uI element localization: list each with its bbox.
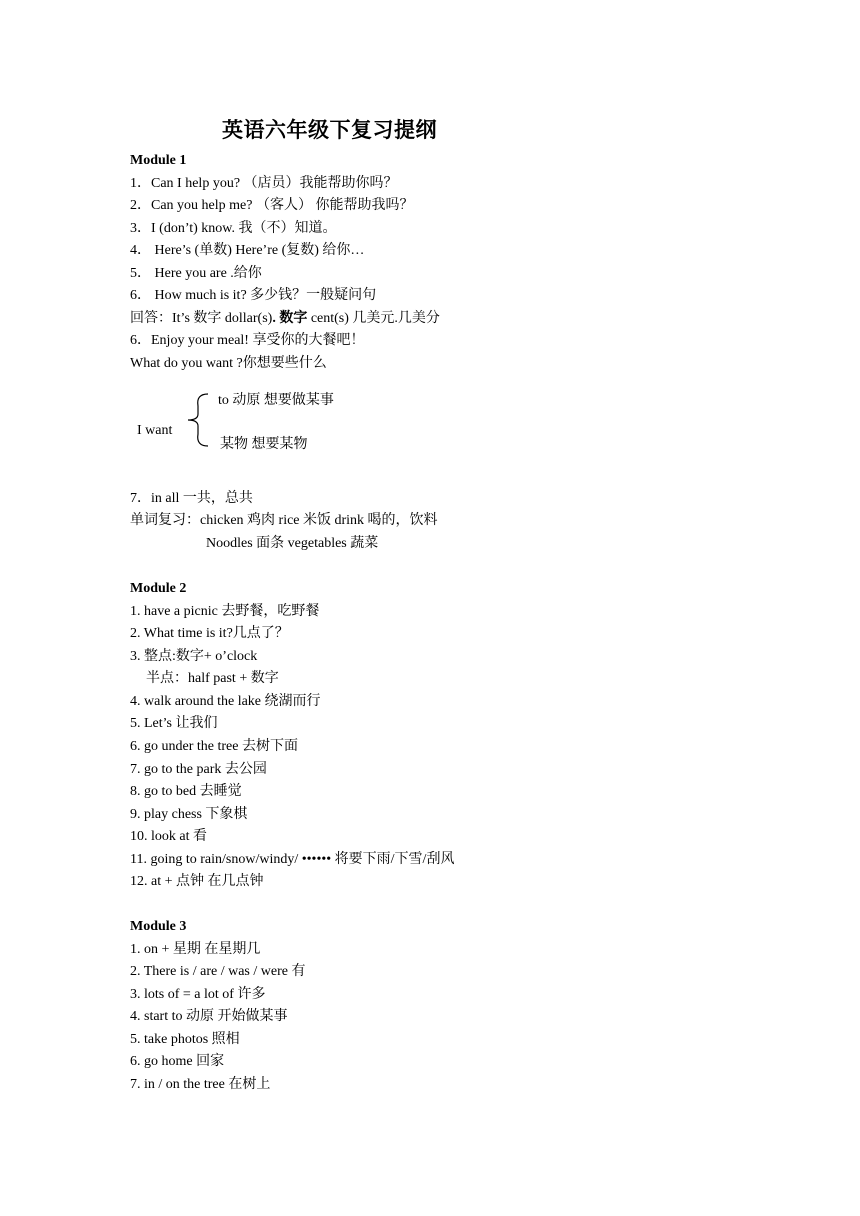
answer-part-1: 回答：It’s 数字 dollar(s) — [130, 311, 273, 326]
want-option-verb: to 动原 想要做某事 — [218, 393, 334, 408]
m1-vocab-2: Noodles 面条 vegetables 蔬菜 — [206, 536, 379, 551]
m3-item: 4. start to 动原 开始做某事 — [130, 1009, 288, 1024]
module-3-heading: Module 3 — [130, 919, 187, 934]
m3-item: 3. lots of = a lot of 许多 — [130, 987, 266, 1002]
answer-part-bold: . 数字 — [272, 311, 308, 326]
m2-item: 7. go to the park 去公园 — [130, 762, 267, 777]
m2-item: 4. walk around the lake 绕湖而行 — [130, 694, 321, 709]
m3-item: 6. go home 回家 — [130, 1054, 225, 1069]
m2-item: 2. What time is it?几点了？ — [130, 626, 289, 641]
m3-item: 7. in / on the tree 在树上 — [130, 1077, 271, 1092]
m1-line-5: 5． Here you are .给你 — [130, 266, 262, 281]
m1-line-9: 7．in all 一共，总共 — [130, 491, 253, 506]
m2-item: 3. 整点:数字+ o’clock — [130, 649, 258, 664]
m2-item: 半点：half past + 数字 — [146, 671, 279, 686]
m2-item: 9. play chess 下象棋 — [130, 807, 248, 822]
m3-item: 1. on + 星期 在星期几 — [130, 942, 261, 957]
m2-item: 11. going to rain/snow/windy/ •••••• 将要下雨/下雪/刮风 — [130, 852, 455, 867]
m1-vocab-1: 单词复习：chicken 鸡肉 rice 米饭 drink 喝的，饮料 — [130, 513, 438, 528]
m1-line-7: 6．Enjoy your meal! 享受你的大餐吧！ — [130, 333, 365, 348]
m1-line-8: What do you want ?你想要些什么 — [130, 356, 327, 371]
module-2-heading: Module 2 — [130, 581, 187, 596]
m1-line-6: 6． How much is it? 多少钱？一般疑问句 — [130, 288, 377, 303]
m1-line-3: 3．I (don’t) know. 我（不）知道。 — [130, 221, 337, 236]
m1-line-4: 4． Here’s (单数) Here’re (复数) 给你… — [130, 243, 365, 258]
want-option-noun: 某物 想要某物 — [220, 437, 308, 452]
m3-item: 5. take photos 照相 — [130, 1032, 240, 1047]
page-title: 英语六年级下复习提纲 — [222, 118, 437, 142]
brace-icon — [186, 392, 210, 448]
m2-item: 6. go under the tree 去树下面 — [130, 739, 298, 754]
m3-item: 2. There is / are / was / were 有 — [130, 964, 306, 979]
m1-line-1: 1．Can I help you? （店员）我能帮助你吗？ — [130, 176, 398, 191]
m2-item: 12. at + 点钟 在几点钟 — [130, 874, 264, 889]
module-1-heading: Module 1 — [130, 153, 187, 168]
want-label: I want — [137, 423, 173, 438]
m2-item: 1. have a picnic 去野餐，吃野餐 — [130, 604, 320, 619]
answer-part-3: cent(s) 几美元.几美分 — [307, 311, 440, 326]
m2-item: 8. go to bed 去睡觉 — [130, 784, 242, 799]
m1-answer-line — [130, 310, 440, 328]
m2-item: 5. Let’s 让我们 — [130, 716, 218, 731]
m2-item: 10. look at 看 — [130, 829, 207, 844]
m1-line-2: 2．Can you help me? （客人） 你能帮助我吗？ — [130, 198, 414, 213]
